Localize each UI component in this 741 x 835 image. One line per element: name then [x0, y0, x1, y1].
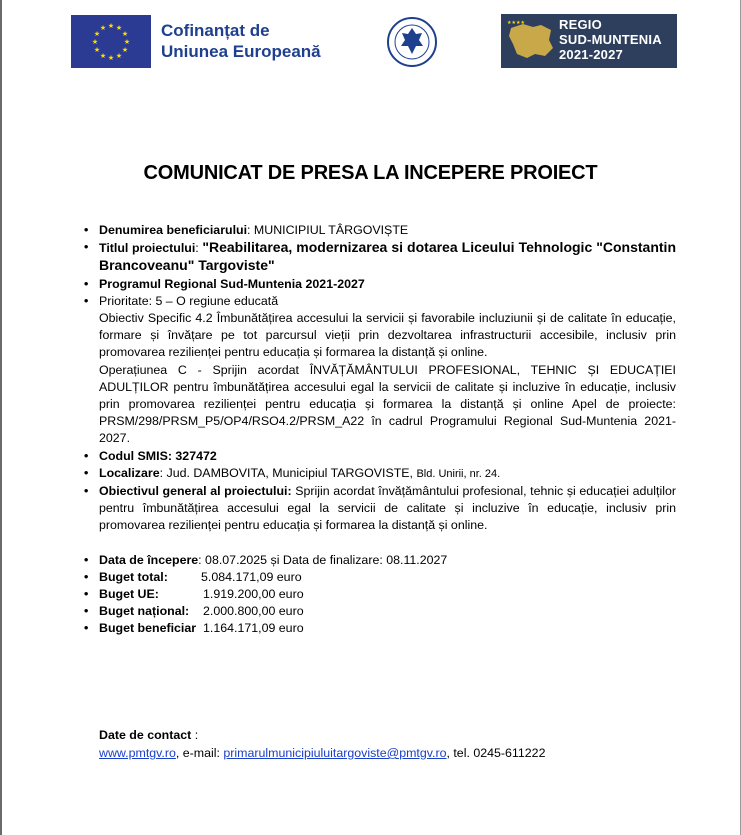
- eu-cofinancing-text: [161, 20, 321, 62]
- region-map-icon: [505, 18, 557, 64]
- budget-label: Buget beneficiar: [99, 621, 197, 636]
- logo-header: [0, 14, 741, 70]
- smis-label: Codul SMIS: [99, 448, 168, 463]
- email-prefix: , e-mail:: [175, 746, 224, 760]
- localizare-address: Bld. Unirii, nr. 24.: [416, 467, 501, 480]
- obiectiv-general-label: Obiectivul general al proiectului:: [99, 484, 292, 499]
- page-title: COMUNICAT DE PRESA LA INCEPERE PROIECT: [143, 162, 598, 184]
- list-item-titlu: [84, 239, 676, 275]
- budget-row: [84, 603, 676, 620]
- localizare-label: Localizare: [99, 465, 160, 480]
- svg-text:★: ★: [99, 52, 107, 60]
- budget-label: Buget UE:: [99, 587, 159, 602]
- svg-text:★: ★: [115, 52, 123, 60]
- svg-text:★: ★: [93, 30, 101, 38]
- budget-label: Buget național:: [99, 604, 190, 619]
- svg-text:★★★★: ★★★★: [507, 20, 525, 26]
- list-item-prioritate: [84, 293, 676, 310]
- svg-text:★: ★: [99, 24, 107, 32]
- email-link[interactable]: primarulmunicipiuluitargoviste@pmtgv.ro: [223, 746, 447, 760]
- page-left-edge: [0, 0, 2, 835]
- regio-line3: 2021-2027: [559, 47, 623, 62]
- list-item-program: [84, 276, 676, 293]
- regio-line1: REGIO: [559, 17, 602, 32]
- eu-flag-logo: [71, 15, 151, 68]
- prioritate-text: Prioritate: 5 – O regiune educată: [99, 293, 279, 308]
- website-link[interactable]: www.pmtgv.ro: [99, 746, 176, 760]
- list-item-beneficiar: [84, 222, 676, 239]
- svg-text:★: ★: [107, 54, 115, 62]
- titlu-label: Titlul proiectului: [99, 241, 196, 256]
- eu-text-line1: Cofinanțat de: [161, 21, 270, 40]
- budget-value: 2.000.800,00 euro: [203, 604, 304, 619]
- svg-text:★: ★: [123, 38, 131, 46]
- obiectiv-general-value: Sprijin acordat învățământului profesional, tehnic și educației adulților pentru îmbunătățirea accesului egal la servicii de calitate și incluzive în educație, inclusiv prin promovarea rezilienței pentru educația și formarea la distanță și online.: [99, 484, 676, 533]
- contact-label-suffix: :: [191, 728, 199, 742]
- titlu-sep: :: [195, 241, 203, 256]
- svg-text:★: ★: [121, 30, 129, 38]
- contact-section: [99, 726, 545, 762]
- obiectiv-specific-paragraph: Obiectiv Specific 4.2 Îmbunătățirea accesului la servicii și favorabile incluziunii și de calitate în educație, formare și învățare pe tot parcursul vieții prin dezvoltarea infrastructurii accesibile, inclusiv prin promovarea rezilienței pentru educația și formarea la distanță și online.: [99, 311, 676, 360]
- budget-row: [84, 620, 676, 637]
- svg-text:★: ★: [91, 38, 99, 46]
- svg-text:★: ★: [107, 22, 115, 30]
- regio-sud-muntenia-logo: [501, 14, 677, 68]
- svg-text:★: ★: [93, 46, 101, 54]
- budget-label: Buget total:: [99, 569, 168, 584]
- beneficiar-value: : MUNICIPIUL TÂRGOVIȘTE: [247, 223, 409, 237]
- titlu-value: "Reabilitarea, modernizarea si dotarea Liceului Tehnologic "Constantin Brancoveanu" Targoviste": [99, 239, 677, 274]
- beneficiar-label: Denumirea beneficiarului: [99, 223, 248, 237]
- operatiunea-paragraph: Operațiunea C - Sprijin acordat ÎNVĂȚĂMÂNTULUI PROFESIONAL, TEHNIC ȘI EDUCAȚIEI ADULȚILOR pentru îmbunătățirea accesului egal la servicii de calitate și incluzive în educație, inclusiv prin promovarea rezilienței pentru educația și formarea la distanță și online Apel de proiecte: PRSM/298/PRSM_P5/OP4/RSO4.2/PRSM_A22 în cadrul Programului Regional Sud-Muntenia 2021-2027.: [99, 362, 676, 446]
- localizare-value: : Jud. DAMBOVITA, Municipiul TARGOVISTE,: [159, 465, 417, 480]
- budget-row: [84, 586, 676, 603]
- government-seal-logo: [386, 16, 438, 68]
- svg-text:★: ★: [121, 46, 129, 54]
- svg-text:★: ★: [115, 24, 123, 32]
- list-item-localizare: [84, 465, 676, 483]
- budget-value: 5.084.171,09 euro: [201, 569, 302, 584]
- smis-value: : 327472: [167, 448, 217, 463]
- phone-text: , tel. 0245-611222: [446, 746, 546, 760]
- list-item-obiectiv-general: [84, 483, 676, 535]
- budget-row: [84, 569, 676, 586]
- regio-line2: SUD-MUNTENIA: [559, 32, 662, 47]
- start-label: Data de începere: [99, 552, 199, 567]
- budget-value: 1.919.200,00 euro: [203, 587, 304, 602]
- program-text: Programul Regional Sud-Muntenia 2021-2027: [99, 276, 365, 291]
- start-value: : 08.07.2025 și Data de finalizare: 08.11.2027: [198, 552, 448, 567]
- budget-value: 1.164.171,09 euro: [203, 621, 304, 636]
- list-item-dates: [84, 552, 676, 569]
- contact-label: Date de contact: [99, 728, 192, 742]
- eu-text-line2: Uniunea Europeană: [161, 42, 321, 61]
- press-release-body: [84, 222, 676, 638]
- list-item-smis: [84, 448, 676, 465]
